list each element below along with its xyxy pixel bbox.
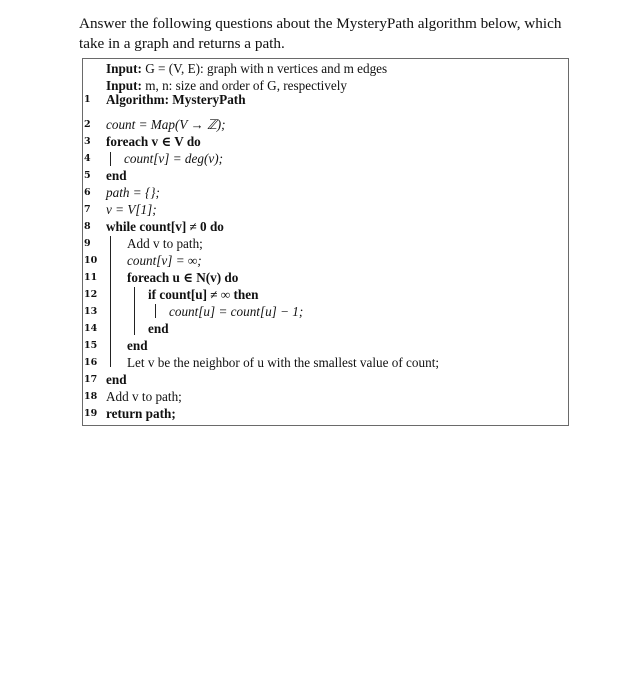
line-code: Add v to path; [127, 236, 203, 251]
input-label: Input: [106, 78, 142, 93]
line-number: 14 [84, 323, 98, 334]
line-code: count[u] = count[u] − 1; [169, 304, 304, 319]
algorithm-line [83, 405, 563, 422]
algorithm-line [83, 371, 563, 388]
line-number: 10 [84, 255, 98, 266]
line-number: 6 [84, 187, 91, 198]
line-code: Add v to path; [106, 389, 182, 404]
line-number: 3 [84, 136, 91, 147]
line-code: count[v] = deg(v); [124, 151, 223, 166]
input-size-order-text: m, n: size and order of G, respectively [145, 78, 347, 93]
algorithm-line [83, 252, 563, 269]
line-code: foreach v ∈ V do [106, 134, 201, 149]
algorithm-line [83, 235, 563, 252]
algorithm-line [83, 167, 563, 184]
line-code: v = V[1]; [106, 202, 157, 217]
algorithm-line [83, 184, 563, 201]
question-text: Answer the following questions about the MysteryPath algorithm below, which take in a graph and returns a path. [79, 15, 562, 52]
line-number: 4 [84, 153, 91, 164]
line-number: 7 [84, 204, 91, 215]
line-code: end [106, 372, 127, 387]
line-code: while count[v] ≠ 0 do [106, 219, 224, 234]
line-number: 9 [84, 238, 91, 249]
input-graph [106, 61, 387, 77]
algorithm-box [82, 58, 569, 426]
line-code: Let v be the neighbor of u with the smallest value of count; [127, 355, 440, 370]
line-number: 18 [84, 391, 98, 402]
algorithm-line [83, 320, 563, 337]
algorithm-line [83, 116, 563, 133]
line-number: 15 [84, 340, 98, 351]
line-code: if count[u] ≠ ∞ then [148, 287, 259, 302]
algorithm-line [83, 303, 563, 320]
line-code: return path; [106, 406, 176, 421]
algorithm-line [83, 337, 563, 354]
algorithm-line [83, 91, 563, 108]
algorithm-line [83, 286, 563, 303]
input-label: Input: [106, 61, 142, 76]
line-number: 13 [84, 306, 98, 317]
line-number: 19 [84, 408, 98, 419]
line-code: end [148, 321, 169, 336]
line-number: 17 [84, 374, 98, 385]
line-code: end [127, 338, 148, 353]
line-number: 12 [84, 289, 98, 300]
line-number: 11 [84, 272, 98, 283]
algorithm-line [83, 354, 563, 371]
algorithm-line [83, 150, 563, 167]
input-graph-text: G = (V, E): graph with n vertices and m edges [145, 61, 388, 76]
algorithm-line [83, 269, 563, 286]
line-code: end [106, 168, 127, 183]
line-number: 1 [84, 94, 91, 105]
algorithm-line [83, 133, 563, 150]
line-code: foreach u ∈ N(v) do [127, 270, 239, 285]
line-code: path = {}; [106, 185, 160, 200]
algorithm-line [83, 388, 563, 405]
algorithm-line [83, 218, 563, 235]
line-code: count[v] = ∞; [127, 253, 202, 268]
algorithm-line [83, 201, 563, 218]
line-number: 5 [84, 170, 91, 181]
line-code: Algorithm: MysteryPath [106, 92, 246, 107]
line-code: count = Map(V → ℤ); [106, 117, 226, 132]
line-number: 2 [84, 119, 91, 130]
line-number: 16 [84, 357, 98, 368]
line-number: 8 [84, 221, 91, 232]
